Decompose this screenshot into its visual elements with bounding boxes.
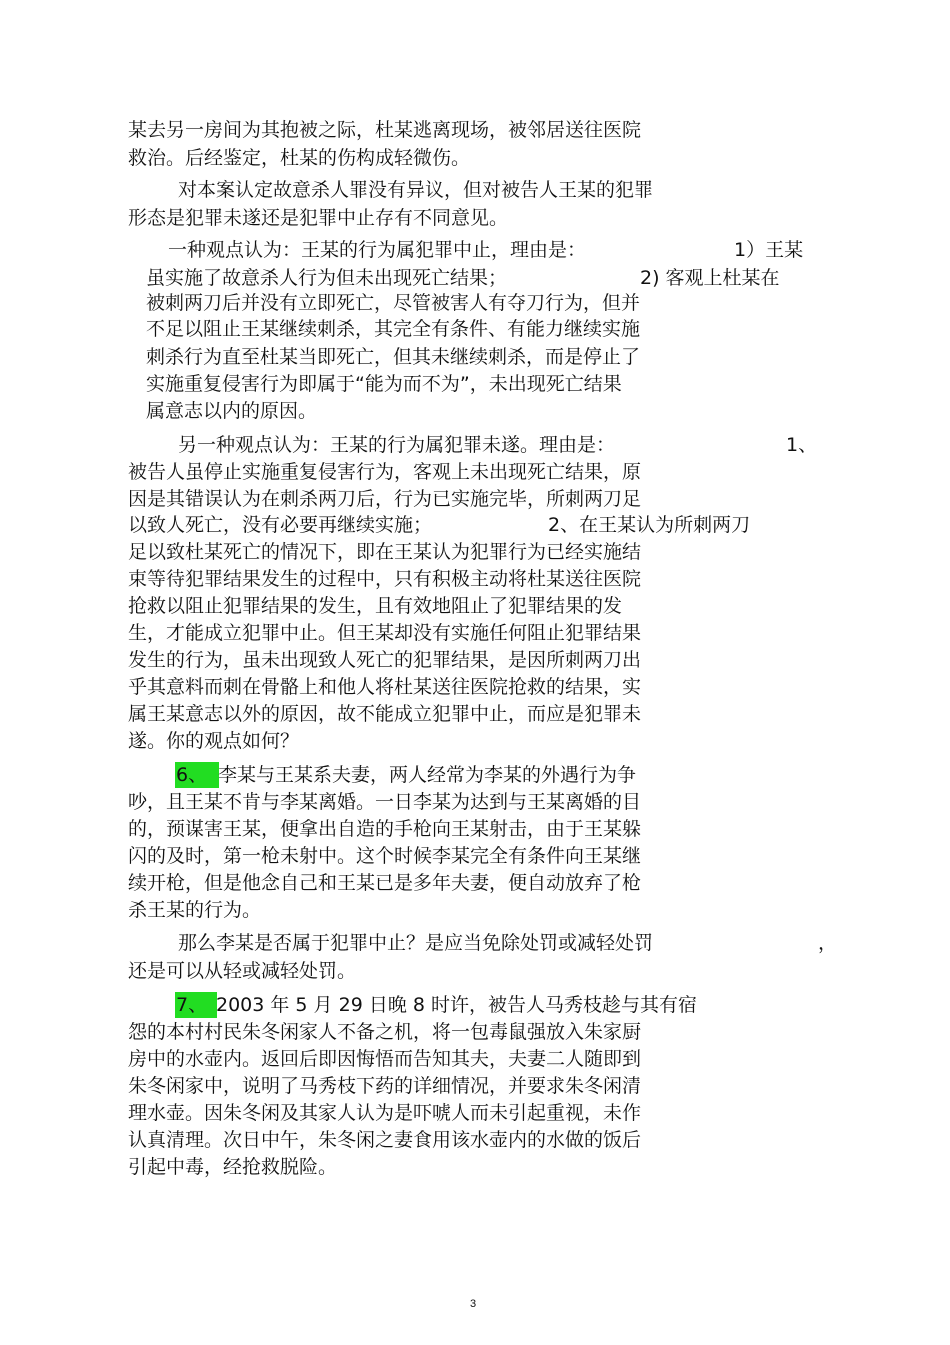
text-line: 足以致杜某死亡的情况下，即在王某认为犯罪行为已经实施结 <box>128 541 642 563</box>
text-line: 属王某意志以外的原因，故不能成立犯罪中止，而应是犯罪未 <box>128 703 642 725</box>
text-line: 被刺两刀后并没有立即死亡，尽管被害人有夺刀行为，但并 <box>146 292 641 314</box>
text-line: 1、 <box>786 434 818 456</box>
text-line: 那么李某是否属于犯罪中止？是应当免除处罚或减轻处罚 <box>178 932 654 954</box>
text-line: 李某与王某系夫妻，两人经常为李某的外遇行为争 <box>218 764 637 786</box>
text-line: 认真清理。次日中午，朱冬闲之妻食用该水壶内的水做的饭后 <box>128 1129 642 1151</box>
text-line: 引起中毒，经抢救脱险。 <box>128 1156 338 1178</box>
text-line: 杀王某的行为。 <box>128 899 262 921</box>
text-line: 发生的行为，虽未出现致人死亡的犯罪结果，是因所刺两刀出 <box>128 649 642 671</box>
text-line: ， <box>818 932 838 954</box>
text-line: 续开枪，但是他念自己和王某已是多年夫妻，便自动放弃了枪 <box>128 872 642 894</box>
text-line: 另一种观点认为：王某的行为属犯罪未遂。理由是： <box>178 434 616 456</box>
text-line: 形态是犯罪未遂还是犯罪中止存有不同意见。 <box>128 207 509 229</box>
text-line: 不足以阻止王某继续刺杀，其完全有条件、有能力继续实施 <box>146 318 641 340</box>
text-line: 某去另一房间为其抱被之际，杜某逃离现场，被邻居送往医院 <box>128 119 642 141</box>
item-number-highlight: 6、 <box>175 762 219 788</box>
text-line: 束等待犯罪结果发生的过程中，只有积极主动将杜某送往医院 <box>128 568 642 590</box>
text-line: 被告人虽停止实施重复侵害行为，客观上未出现死亡结果，原 <box>128 461 642 483</box>
text-line: 1）王某 <box>734 239 804 261</box>
text-line: 生，才能成立犯罪中止。但王某却没有实施任何阻止犯罪结果 <box>128 622 642 644</box>
text-line: 属意志以内的原因。 <box>146 400 318 422</box>
text-line: 一种观点认为：王某的行为属犯罪中止，理由是： <box>168 239 587 261</box>
text-line: 虽实施了故意杀人行为但未出现死亡结果； <box>146 267 508 289</box>
text-line: 救治。后经鉴定，杜某的伤构成轻微伤。 <box>128 147 471 169</box>
page-number: 3 <box>470 1298 477 1310</box>
text-line: 还是可以从轻或减轻处罚。 <box>128 960 357 982</box>
text-line: 实施重复侵害行为即属于“能为而不为”，未出现死亡结果 <box>146 373 622 395</box>
text-line: 因是其错误认为在刺杀两刀后，行为已实施完毕，所刺两刀足 <box>128 488 642 510</box>
text-line: 闪的及时，第一枪未射中。这个时候李某完全有条件向王某继 <box>128 845 642 867</box>
text-line: 乎其意料而刺在骨骼上和他人将杜某送往医院抢救的结果，实 <box>128 676 642 698</box>
item-number-highlight: 7、 <box>175 992 217 1018</box>
text-line: 吵，且王某不肯与李某离婚。一日李某为达到与王某离婚的目 <box>128 791 642 813</box>
text-line: 抢救以阻止犯罪结果的发生，且有效地阻止了犯罪结果的发 <box>128 595 623 617</box>
text-line: 房中的水壶内。返回后即因悔悟而告知其夫，夫妻二人随即到 <box>128 1048 642 1070</box>
text-line: 以致人死亡，没有必要再继续实施； <box>128 514 433 536</box>
text-line: 怨的本村村民朱冬闲家人不备之机，将一包毒鼠强放入朱家厨 <box>128 1021 642 1043</box>
text-line: 2、在王某认为所刺两刀 <box>548 514 751 536</box>
text-line: 的，预谋害王某，便拿出自造的手枪向王某射击，由于王某躲 <box>128 818 642 840</box>
text-line: 2) 客观上杜某在 <box>640 267 780 289</box>
text-line: 理水壶。因朱冬闲及其家人认为是吓唬人而未引起重视，未作 <box>128 1102 642 1124</box>
text-line: 朱冬闲家中，说明了马秀枝下药的详细情况，并要求朱冬闲清 <box>128 1075 642 1097</box>
text-line: 对本案认定故意杀人罪没有异议，但对被告人王某的犯罪 <box>178 179 654 201</box>
text-line: 遂。你的观点如何？ <box>128 730 300 752</box>
text-line: 2003 年 5 月 29 日晚 8 时许，被告人马秀枝趁与其有宿 <box>216 994 697 1016</box>
text-line: 刺杀行为直至杜某当即死亡，但其未继续刺杀，而是停止了 <box>146 346 641 368</box>
